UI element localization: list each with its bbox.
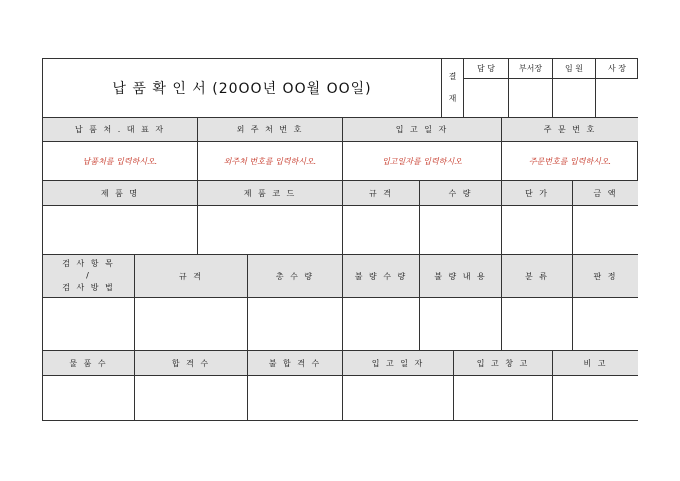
delivery-confirmation-form <box>42 58 638 421</box>
judgment-field[interactable] <box>573 298 638 351</box>
header-receipt-date: 입 고 일 자 <box>343 351 454 376</box>
inspection-item-field[interactable] <box>43 298 135 351</box>
header-unit-price: 단 가 <box>502 181 573 206</box>
header-spec: 규 격 <box>343 181 420 206</box>
header-receiving-date: 입 고 일 자 <box>343 118 502 142</box>
classification-field[interactable] <box>502 298 573 351</box>
remarks-field[interactable] <box>553 376 638 420</box>
subcontractor-number-field[interactable]: 외주처 번호를 입력하시오. <box>198 142 343 181</box>
spec-field[interactable] <box>343 206 420 255</box>
warehouse-field[interactable] <box>454 376 553 420</box>
inspection-spec-field[interactable] <box>135 298 248 351</box>
header-order-number: 주 문 번 호 <box>502 118 638 142</box>
product-name-field[interactable] <box>43 206 198 255</box>
header-supplier-representative: 납 품 처 . 대 표 자 <box>43 118 198 142</box>
approval-sign-dept-head[interactable] <box>509 79 553 118</box>
approval-label-bottom: 재 <box>448 94 457 103</box>
header-defect-quantity: 불 량 수 량 <box>343 255 420 298</box>
header-remarks: 비 고 <box>553 351 638 376</box>
document-title: 납 품 확 인 서 (20OO년 OO월 OO일) <box>43 59 441 118</box>
approval-role-president: 사 장 <box>596 59 638 79</box>
header-product-code: 제 품 코 드 <box>198 181 343 206</box>
unit-price-field[interactable] <box>502 206 573 255</box>
product-code-field[interactable] <box>198 206 343 255</box>
approval-sign-president[interactable] <box>596 79 638 118</box>
approval-label-top: 결 <box>448 72 457 81</box>
inspection-slash: / <box>86 271 91 280</box>
inspection-item-label: 검 사 항 목 <box>62 259 115 268</box>
header-inspection-spec: 규 격 <box>135 255 248 298</box>
header-defect-details: 불 량 내 용 <box>420 255 502 298</box>
header-item-count: 물 품 수 <box>43 351 135 376</box>
approval-role-staff: 담 당 <box>464 59 509 79</box>
header-fail-count: 불 합 격 수 <box>248 351 343 376</box>
receipt-date-field[interactable] <box>343 376 454 420</box>
header-subcontractor-number: 외 주 처 번 호 <box>198 118 343 142</box>
fail-count-field[interactable] <box>248 376 343 420</box>
supplier-field[interactable]: 납품처를 입력하시오. <box>43 142 198 181</box>
header-judgment: 판 정 <box>573 255 638 298</box>
header-pass-count: 합 격 수 <box>135 351 248 376</box>
amount-field[interactable] <box>573 206 638 255</box>
receiving-date-field[interactable]: 입고일자를 입력하시오 <box>343 142 502 181</box>
total-quantity-field[interactable] <box>248 298 343 351</box>
quantity-field[interactable] <box>420 206 502 255</box>
approval-label <box>441 59 464 118</box>
defect-quantity-field[interactable] <box>343 298 420 351</box>
defect-details-field[interactable] <box>420 298 502 351</box>
header-classification: 분 류 <box>502 255 573 298</box>
approval-role-dept-head: 부서장 <box>509 59 553 79</box>
header-warehouse: 입 고 창 고 <box>454 351 553 376</box>
approval-sign-executive[interactable] <box>553 79 596 118</box>
header-quantity: 수 량 <box>420 181 502 206</box>
header-product-name: 제 품 명 <box>43 181 198 206</box>
approval-sign-staff[interactable] <box>464 79 509 118</box>
inspection-method-label: 검 사 방 법 <box>62 283 115 292</box>
header-total-quantity: 총 수 량 <box>248 255 343 298</box>
order-number-field[interactable]: 주문번호를 입력하시오. <box>502 142 638 181</box>
approval-role-executive: 임 원 <box>553 59 596 79</box>
item-count-field[interactable] <box>43 376 135 420</box>
header-inspection-item-method <box>43 255 135 298</box>
pass-count-field[interactable] <box>135 376 248 420</box>
header-amount: 금 액 <box>573 181 638 206</box>
